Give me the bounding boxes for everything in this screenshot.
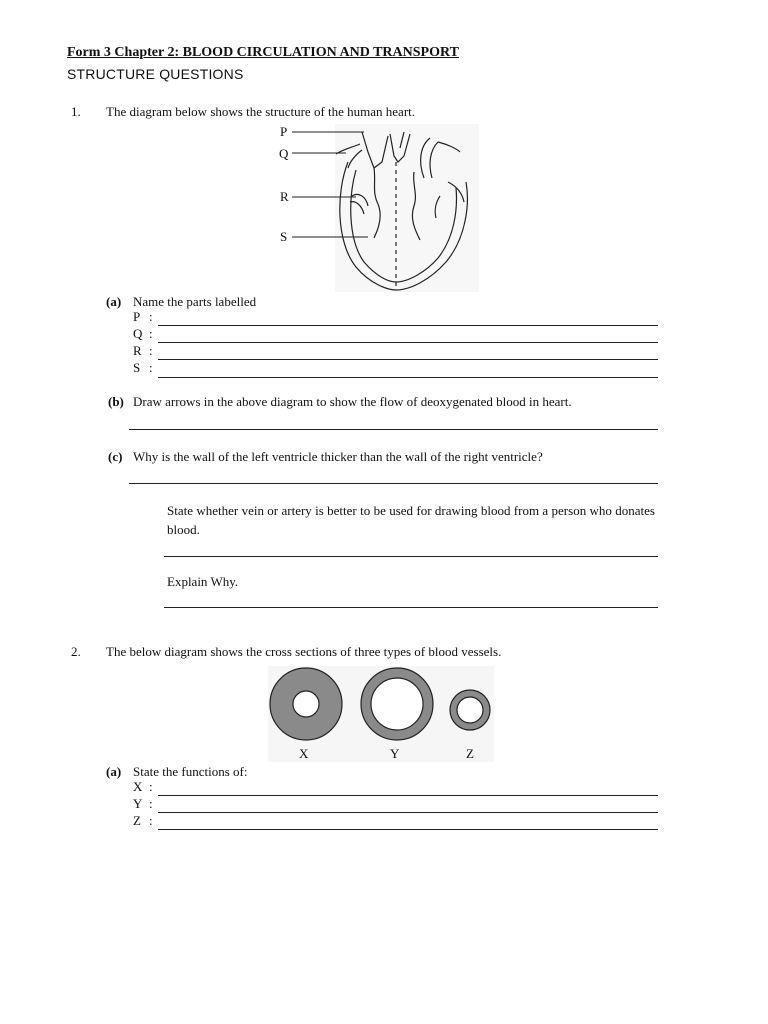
question-1-number: 1. xyxy=(71,104,81,119)
answer-line-r[interactable] xyxy=(158,359,658,360)
answer-sep: : xyxy=(149,813,153,828)
diagram-label-r: R xyxy=(280,189,289,204)
vessel-label-y: Y xyxy=(390,746,400,761)
answer-line-q[interactable] xyxy=(158,342,658,343)
answer-sep: : xyxy=(149,779,153,794)
part-d-text: State whether vein or artery is better to be used for drawing blood from a person who donates blood. xyxy=(167,503,655,537)
vessel-x-lumen xyxy=(293,691,319,717)
q2-part-a-text: State the functions of: xyxy=(133,764,248,779)
answer-sep: : xyxy=(149,343,153,358)
answer-line-p[interactable] xyxy=(158,325,658,326)
page-subtitle: STRUCTURE QUESTIONS xyxy=(67,66,244,82)
answer-line-s[interactable] xyxy=(158,377,658,378)
answer-line-x[interactable] xyxy=(158,795,658,796)
vessel-y-lumen xyxy=(371,678,423,730)
part-a-text: Name the parts labelled xyxy=(133,294,257,309)
part-b-text: Draw arrows in the above diagram to show the flow of deoxygenated blood in heart. xyxy=(133,394,572,409)
answer-line-b[interactable] xyxy=(129,429,658,430)
diagram-label-q: Q xyxy=(279,146,289,161)
answer-sep: : xyxy=(149,326,153,341)
question-1-text: The diagram below shows the structure of the human heart. xyxy=(106,104,416,119)
answer-line-explain[interactable] xyxy=(164,607,658,608)
question-2-number: 2. xyxy=(71,644,81,659)
q2-part-a-label: (a) xyxy=(106,764,122,779)
diagram-label-p: P xyxy=(280,124,288,139)
answer-sep: : xyxy=(149,360,153,375)
part-b-label: (b) xyxy=(108,394,124,409)
vessel-label-x: X xyxy=(299,746,309,761)
answer-line-d[interactable] xyxy=(164,556,658,557)
answer-line-z[interactable] xyxy=(158,829,658,830)
answer-label-s: S xyxy=(133,360,141,375)
part-a-label: (a) xyxy=(106,294,122,309)
heart-diagram xyxy=(270,122,482,294)
diagram-label-s: S xyxy=(280,229,288,244)
part-d-explain: Explain Why. xyxy=(167,574,239,589)
vessel-label-z: Z xyxy=(466,746,474,761)
answer-sep: : xyxy=(149,309,153,324)
part-c-text: Why is the wall of the left ventricle thicker than the wall of the right ventricle? xyxy=(133,449,543,464)
answer-label-p: P xyxy=(133,309,141,324)
answer-label-z: Z xyxy=(133,813,141,828)
page-title: Form 3 Chapter 2: BLOOD CIRCULATION AND TRANSPORT xyxy=(67,45,459,60)
question-2-text: The below diagram shows the cross sections of three types of blood vessels. xyxy=(106,644,502,659)
answer-sep: : xyxy=(149,796,153,811)
answer-label-r: R xyxy=(133,343,142,358)
answer-line-c[interactable] xyxy=(129,483,658,484)
part-c-label: (c) xyxy=(108,449,123,464)
answer-label-q: Q xyxy=(133,326,143,341)
answer-line-y[interactable] xyxy=(158,812,658,813)
answer-label-x: X xyxy=(133,779,143,794)
vessel-z-lumen xyxy=(457,697,483,723)
answer-label-y: Y xyxy=(133,796,143,811)
